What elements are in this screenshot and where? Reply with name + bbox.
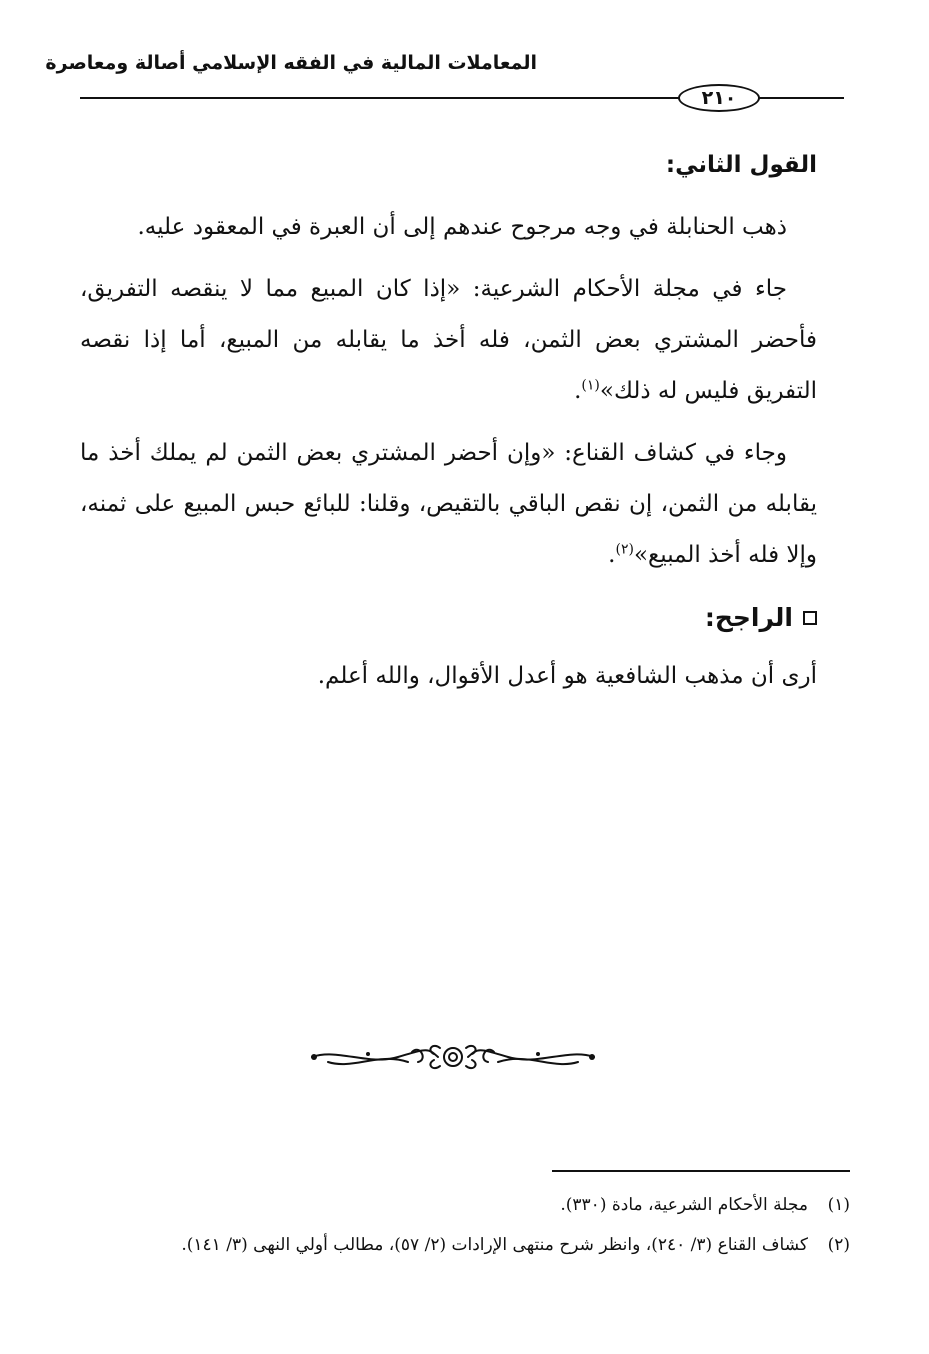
footnote-2 — [80, 1228, 850, 1262]
footnote-text: كشاف القناع (٣/ ٢٤٠)، وانظر شرح منتهى الإرادات (٢/ ٥٧)، مطالب أولي النهى (٣/ ١٤١). — [181, 1235, 808, 1255]
header-rule-left — [80, 97, 680, 99]
footnote-1 — [80, 1188, 850, 1222]
rajih-heading-text: الراجح: — [704, 603, 793, 632]
footnotes — [80, 1188, 850, 1268]
main-text — [80, 140, 817, 713]
section-heading-second-view: القول الثاني: — [665, 152, 817, 178]
footnote-ref-1[interactable]: (١) — [581, 377, 600, 394]
footnote-separator — [552, 1170, 850, 1172]
paragraph-2: جاء في مجلة الأحكام الشرعية: «إذا كان المبيع مما لا ينقصه التفريق، فأحضر المشتري بعض الثمن، فله أخذ ما يقابله من المبيع، أما إذا نقصه التفريق فليس له ذلك»$^{(١)}$. — [80, 276, 817, 404]
page-number-text: ٢١٠ — [701, 86, 737, 109]
page-number — [678, 84, 760, 112]
paragraph-2-text: جاء في مجلة الأحكام الشرعية: «إذا كان المبيع مما لا ينقصه التفريق، فأحضر المشتري بعض الثمن، فله أخذ ما يقابله من المبيع، أما إذا نقصه التفريق فليس له ذلك» — [80, 276, 817, 404]
paragraph-4: أرى أن مذهب الشافعية هو أعدل الأقوال، والله أعلم. — [317, 663, 817, 689]
running-title: المعاملات المالية في الفقه الإسلامي أصالة ومعاصرة — [45, 52, 537, 74]
section-heading-rajih — [80, 592, 817, 643]
footnote-number: (١) — [827, 1195, 850, 1215]
footnote-ref-2[interactable]: (٢) — [615, 541, 634, 558]
footnote-text: مجلة الأحكام الشرعية، مادة (٣٣٠). — [560, 1195, 808, 1215]
ornament-divider-icon — [308, 1040, 598, 1074]
header-rule-right — [758, 97, 844, 99]
checkbox-icon — [803, 611, 817, 625]
paragraph-1: ذهب الحنابلة في وجه مرجوح عندهم إلى أن العبرة في المعقود عليه. — [137, 214, 787, 240]
footnote-number: (٢) — [827, 1235, 850, 1255]
paragraph-3: وجاء في كشاف القناع: «وإن أحضر المشتري بعض الثمن لم يملك أخذ ما يقابله من الثمن، إن نقص الباقي بالتقيص، وقلنا: للبائع حبس المبيع على ثمنه، وإلا فله أخذ المبيع»$^{(٢)}$. — [80, 440, 817, 568]
paragraph-3-text: وجاء في كشاف القناع: «وإن أحضر المشتري بعض الثمن لم يملك أخذ ما يقابله من الثمن، إن نقص الباقي بالتقيص، وقلنا: للبائع حبس المبيع على ثمنه، وإلا فله أخذ المبيع» — [80, 440, 817, 568]
